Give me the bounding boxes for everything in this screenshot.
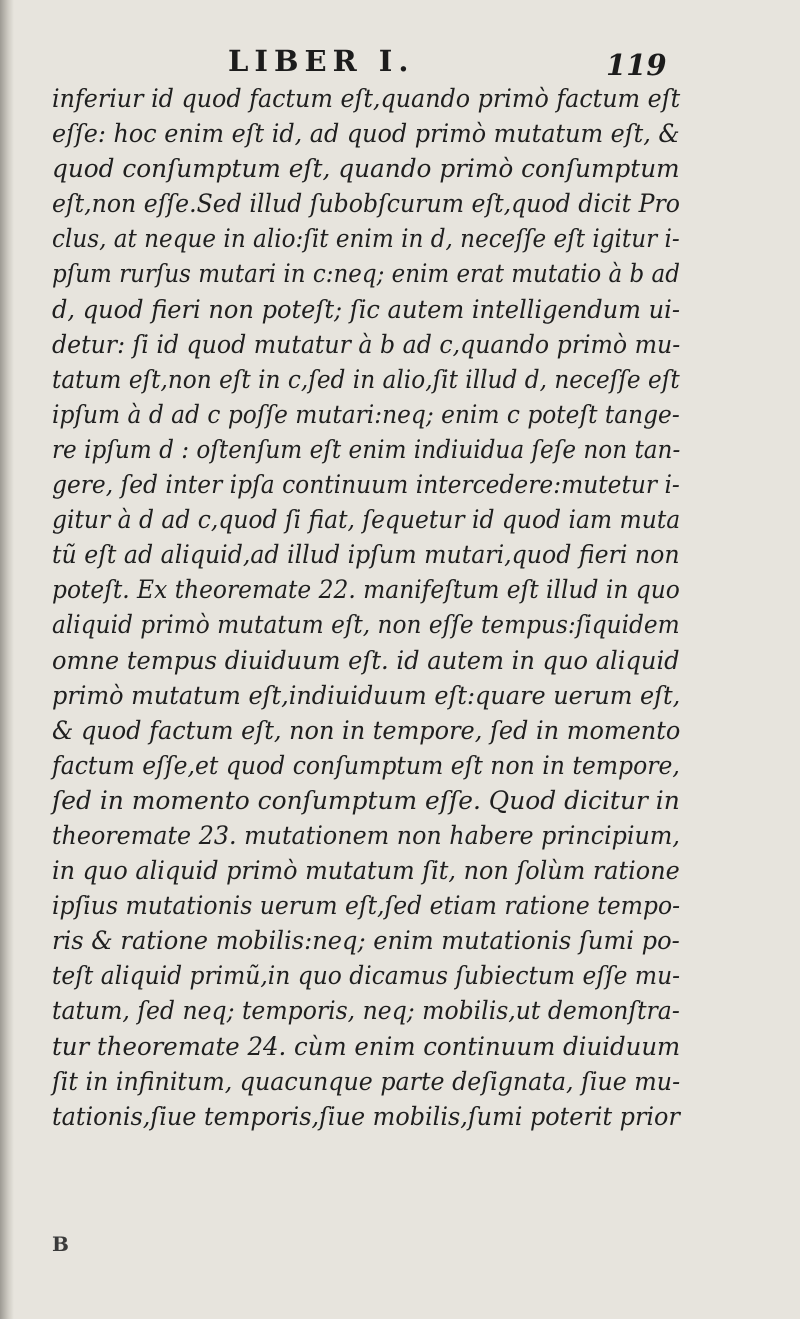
- text-line: d, quod fieri non poteſt; ſic autem intelligendum ui-: [52, 294, 681, 325]
- page-gutter-shadow: [0, 0, 14, 1319]
- text-line: & quod factum eſt, non in tempore, ſed in momento: [52, 715, 681, 746]
- text-line: tũ eſt ad aliquid,ad illud ipſum mutari,quod fieri non: [52, 540, 680, 571]
- body-text: [52, 82, 692, 1135]
- page-number: 119: [606, 48, 667, 82]
- text-line: eſt,non eſſe.Sed illud ſubobſcurum eſt,quod dicit Pro: [52, 189, 680, 220]
- text-line: ſit in infinitum, quacunque parte deſignata, ſiue mu-: [52, 1066, 681, 1097]
- text-line: eſſe: hoc enim eſt id, ad quod primò mutatum eſt, &: [52, 119, 680, 150]
- text-line: tationis,ſiue temporis,ſiue mobilis,ſumi poterit prior: [52, 1101, 680, 1132]
- text-line: inferiur id quod factum eſt,quando primò factum eſt: [52, 84, 681, 114]
- text-line: theoremate 23. mutationem non habere principium,: [52, 820, 680, 851]
- text-line: ipſius mutationis uerum eſt,ſed etiam ratione tempo-: [52, 891, 681, 922]
- text-line: gitur à d ad c,quod ſi fiat, ſequetur id quod iam muta: [52, 505, 681, 536]
- text-line: tatum eſt,non eſt in c,ſed in alio,ſit illud d, neceſſe eſt: [52, 364, 680, 395]
- text-line: quod conſumptum eſt, quando primò conſumptum: [52, 154, 680, 185]
- text-line: tatum, ſed neq; temporis, neq; mobilis,ut demonſtra-: [52, 996, 680, 1027]
- text-line: aliquid primò mutatum eſt, non eſſe tempus:ſiquidem: [52, 610, 680, 641]
- text-line: re ipſum d : oſtenſum eſt enim indiuidua ſeſe non tan-: [52, 434, 681, 465]
- running-head: [0, 44, 800, 84]
- text-line: omne tempus diuiduum eſt. id autem in quo aliquid: [52, 645, 680, 676]
- text-line: in quo aliquid primò mutatum ſit, non ſolùm ratione: [52, 856, 680, 887]
- text-line: gere, ſed inter ipſa continuum intercedere:mutetur i-: [52, 470, 680, 501]
- text-line: ſed in momento conſumptum eſſe. Quod dicitur in: [52, 785, 680, 816]
- text-line: ris & ratione mobilis:neq; enim mutationis ſumi po-: [52, 926, 680, 957]
- text-line: tur theoremate 24. cùm enim continuum diuiduum: [52, 1031, 681, 1062]
- text-line: clus, at neque in alio:ſit enim in d, neceſſe eſt igitur i-: [52, 224, 680, 255]
- text-line: poteſt. Ex theoremate 22. manifeſtum eſt illud in quo: [52, 575, 680, 606]
- text-line: teſt aliquid primũ,in quo dicamus ſubiectum eſſe mu-: [52, 961, 681, 992]
- text-line: ipſum à d ad c poſſe mutari:neq; enim c poteſt tange-: [52, 399, 680, 430]
- text-line: detur: ſi id quod mutatur à b ad c,quando primò mu-: [52, 329, 681, 360]
- text-line: primò mutatum eſt,indiuiduum eſt:quare uerum eſt,: [52, 680, 681, 711]
- text-line: factum eſſe,et quod conſumptum eſt non in tempore,: [52, 750, 680, 781]
- signature-mark: B: [52, 1232, 69, 1256]
- text-line: pſum rurſus mutari in c:neq; enim erat mutatio à b ad: [52, 259, 680, 290]
- running-head-title: LIBER I.: [228, 44, 415, 78]
